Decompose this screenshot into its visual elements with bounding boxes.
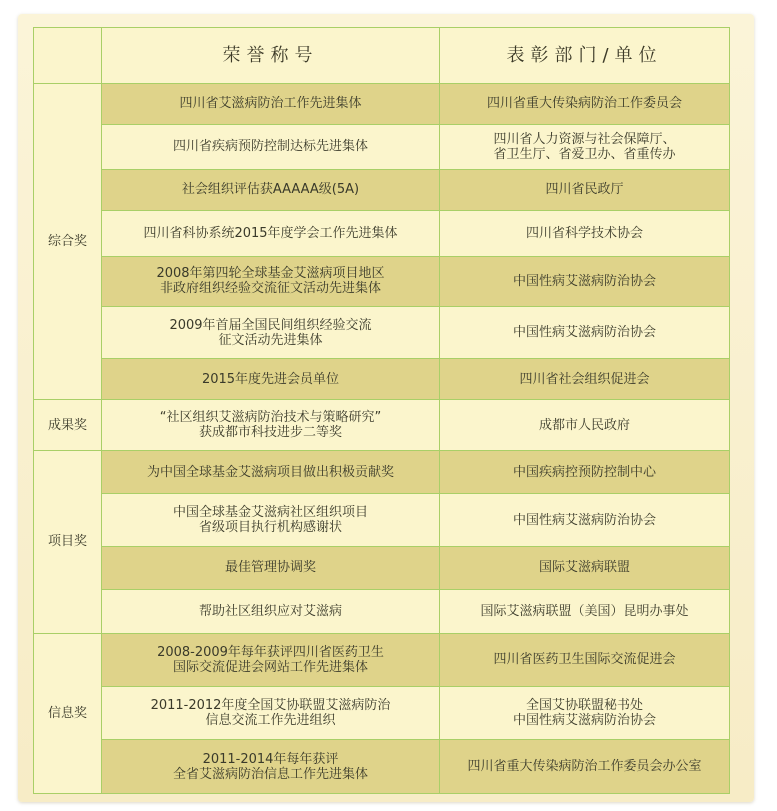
honor-cell: 2015年度先进会员单位 [102,358,440,399]
category-cell: 项目奖 [34,450,102,633]
dept-cell: 中国性病艾滋病防治协会 [440,494,730,547]
dept-cell: 四川省科学技术协会 [440,211,730,257]
dept-cell: 四川省重大传染病防治工作委员会 [440,83,730,124]
dept-cell: 四川省人力资源与社会保障厅、 省卫生厅、省爱卫办、省重传办 [440,125,730,170]
honor-cell: 中国全球基金艾滋病社区组织项目 省级项目执行机构感谢状 [102,494,440,547]
dept-cell: 中国疾病控预防控制中心 [440,450,730,494]
table-row [34,400,730,451]
table-row [34,83,730,124]
honor-cell: 2008-2009年每年获评四川省医药卫生 国际交流促进会网站工作先进集体 [102,634,440,687]
header-dept-title: 表彰部门/单位 [440,28,730,84]
honor-cell: “社区组织艾滋病防治技术与策略研究” 获成都市科技进步二等奖 [102,400,440,451]
table-row [34,358,730,399]
honors-table [33,27,730,794]
dept-cell: 中国性病艾滋病防治协会 [440,307,730,359]
table-row [34,450,730,494]
category-cell: 信息奖 [34,634,102,794]
table-row [34,125,730,170]
table-row [34,169,730,210]
table-row [34,256,730,307]
honor-cell: 2011-2014年每年获评 全省艾滋病防治信息工作先进集体 [102,740,440,794]
table-row [34,740,730,794]
dept-cell: 四川省重大传染病防治工作委员会办公室 [440,740,730,794]
honor-cell: 为中国全球基金艾滋病项目做出积极贡献奖 [102,450,440,494]
honor-cell: 社会组织评估获AAAAA级(5A) [102,169,440,210]
honor-cell: 最佳管理协调奖 [102,547,440,589]
table-header-row [34,28,730,84]
honor-cell: 四川省疾病预防控制达标先进集体 [102,125,440,170]
dept-cell: 四川省民政厅 [440,169,730,210]
table-row [34,686,730,740]
header-corner-cell [34,28,102,84]
table-row [34,494,730,547]
honor-cell: 2008年第四轮全球基金艾滋病项目地区 非政府组织经验交流征文活动先进集体 [102,256,440,307]
dept-cell: 四川省社会组织促进会 [440,358,730,399]
honor-cell: 四川省科协系统2015年度学会工作先进集体 [102,211,440,257]
header-honor-title: 荣誉称号 [102,28,440,84]
honor-cell: 帮助社区组织应对艾滋病 [102,589,440,634]
honor-cell: 四川省艾滋病防治工作先进集体 [102,83,440,124]
dept-cell: 国际艾滋病联盟（美国）昆明办事处 [440,589,730,634]
honor-cell: 2011-2012年度全国艾协联盟艾滋病防治 信息交流工作先进组织 [102,686,440,740]
table-row [34,211,730,257]
dept-cell: 四川省医药卫生国际交流促进会 [440,634,730,687]
dept-cell: 中国性病艾滋病防治协会 [440,256,730,307]
dept-cell: 全国艾协联盟秘书处 中国性病艾滋病防治协会 [440,686,730,740]
table-row [34,307,730,359]
category-cell: 成果奖 [34,400,102,451]
table-row [34,634,730,687]
dept-cell: 国际艾滋病联盟 [440,547,730,589]
table-row [34,589,730,634]
table-row [34,547,730,589]
honor-cell: 2009年首届全国民间组织经验交流 征文活动先进集体 [102,307,440,359]
category-cell: 综合奖 [34,83,102,400]
dept-cell: 成都市人民政府 [440,400,730,451]
